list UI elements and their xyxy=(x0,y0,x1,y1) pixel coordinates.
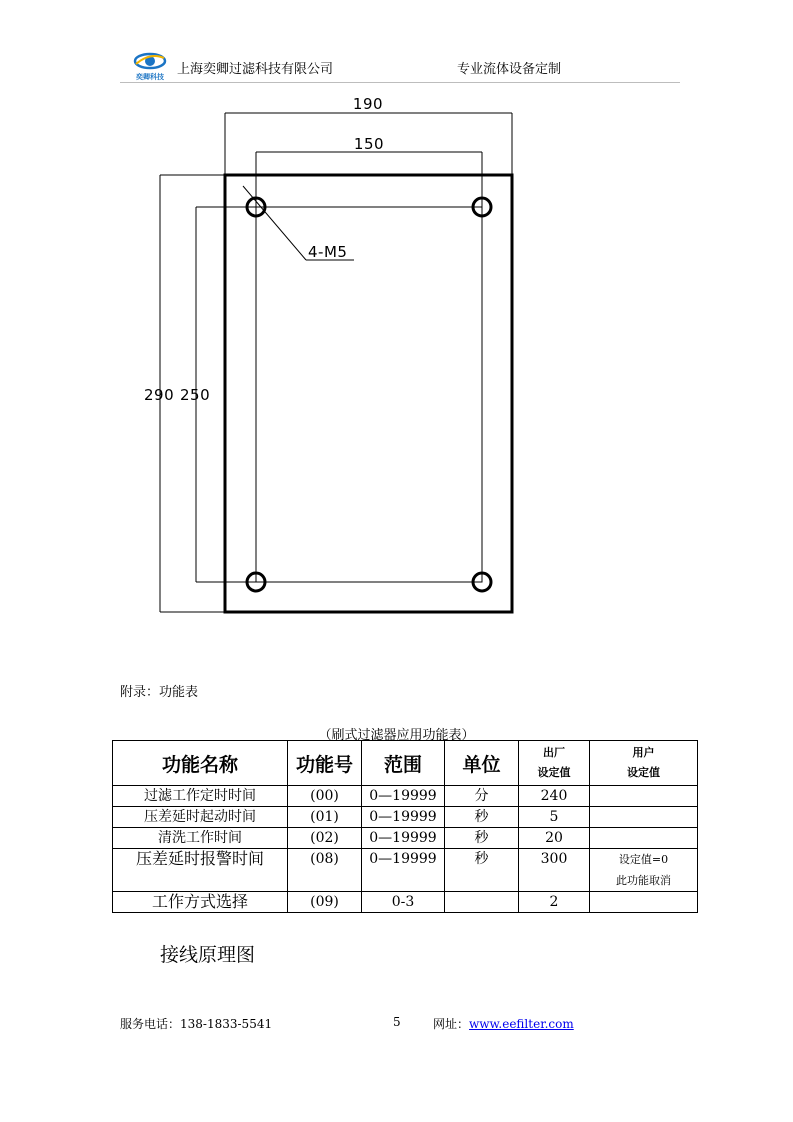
cell-range: 0—19999 xyxy=(362,828,445,849)
cell-unit: 秒 xyxy=(445,807,519,828)
header-factory-setting xyxy=(519,741,590,786)
cell-function-name: 压差延时起动时间 xyxy=(113,807,288,828)
cell-range: 0—19999 xyxy=(362,807,445,828)
section-title: 接线原理图 xyxy=(160,944,256,966)
header-user-line2: 设定值 xyxy=(627,766,660,779)
header-factory-line2: 设定值 xyxy=(537,766,571,779)
cell-function-name: 工作方式选择 xyxy=(113,892,288,913)
cell-range: 0—19999 xyxy=(362,849,445,892)
callout-leader xyxy=(243,186,306,260)
function-table xyxy=(112,740,698,913)
cell-factory-setting: 2 xyxy=(519,892,590,913)
website-link[interactable]: www.eefilter.com xyxy=(469,1017,574,1031)
appendix-title: 附录：功能表 xyxy=(120,685,199,700)
dimension-190: 190 xyxy=(352,95,384,113)
cell-function-code: (02) xyxy=(288,828,362,849)
cell-factory-setting: 20 xyxy=(519,828,590,849)
cell-user-setting xyxy=(590,828,698,849)
table-row xyxy=(113,786,698,807)
header-function-code: 功能号 xyxy=(288,741,362,786)
cell-factory-setting: 300 xyxy=(519,849,590,892)
cell-unit: 秒 xyxy=(445,849,519,892)
cell-user-setting xyxy=(590,849,698,892)
cell-unit xyxy=(445,892,519,913)
company-slogan: 专业流体设备定制 xyxy=(457,62,562,77)
header-unit: 单位 xyxy=(445,741,519,786)
cell-function-code: (00) xyxy=(288,786,362,807)
cell-user-setting xyxy=(590,807,698,828)
cell-unit: 秒 xyxy=(445,828,519,849)
dimension-150: 150 xyxy=(353,135,385,153)
dimension-290: 290 xyxy=(144,386,175,404)
cell-function-name: 清洗工作时间 xyxy=(113,828,288,849)
plate-outline xyxy=(225,175,512,612)
table-row xyxy=(113,892,698,913)
logo-text: 奕卿科技 xyxy=(136,73,164,81)
header-range: 范围 xyxy=(362,741,445,786)
cell-user-setting xyxy=(590,786,698,807)
table-row xyxy=(113,807,698,828)
cell-function-code: (09) xyxy=(288,892,362,913)
hole-callout: 4-M5 xyxy=(308,243,348,261)
cell-range: 0-3 xyxy=(362,892,445,913)
table-row xyxy=(113,828,698,849)
table-header-row xyxy=(113,741,698,786)
cell-factory-setting: 5 xyxy=(519,807,590,828)
cell-function-code: (01) xyxy=(288,807,362,828)
cell-user-setting xyxy=(590,892,698,913)
website-label: 网址： xyxy=(433,1017,470,1031)
page-number: 5 xyxy=(393,1015,401,1029)
user-setting-note-line1: 设定值=0 xyxy=(618,853,669,866)
hole-center-frame xyxy=(256,207,482,582)
cell-function-name: 过滤工作定时时间 xyxy=(113,786,288,807)
website xyxy=(433,1015,574,1032)
service-phone: 服务电话：138-1833-5541 xyxy=(120,1017,273,1031)
header-factory-line1: 出厂 xyxy=(543,746,565,759)
header-user-line1: 用户 xyxy=(632,746,655,759)
cell-function-code: (08) xyxy=(288,849,362,892)
table-caption: （刷式过滤器应用功能表） xyxy=(318,728,475,743)
header-function-name: 功能名称 xyxy=(113,741,288,786)
table-row xyxy=(113,849,698,892)
header-user-setting xyxy=(590,741,698,786)
cell-function-name: 压差延时报警时间 xyxy=(113,849,288,892)
cell-unit: 分 xyxy=(445,786,519,807)
cell-range: 0—19999 xyxy=(362,786,445,807)
company-name: 上海奕卿过滤科技有限公司 xyxy=(177,62,334,77)
cell-factory-setting: 240 xyxy=(519,786,590,807)
user-setting-note-line2: 此功能取消 xyxy=(616,874,671,887)
dimension-250: 250 xyxy=(180,386,211,404)
